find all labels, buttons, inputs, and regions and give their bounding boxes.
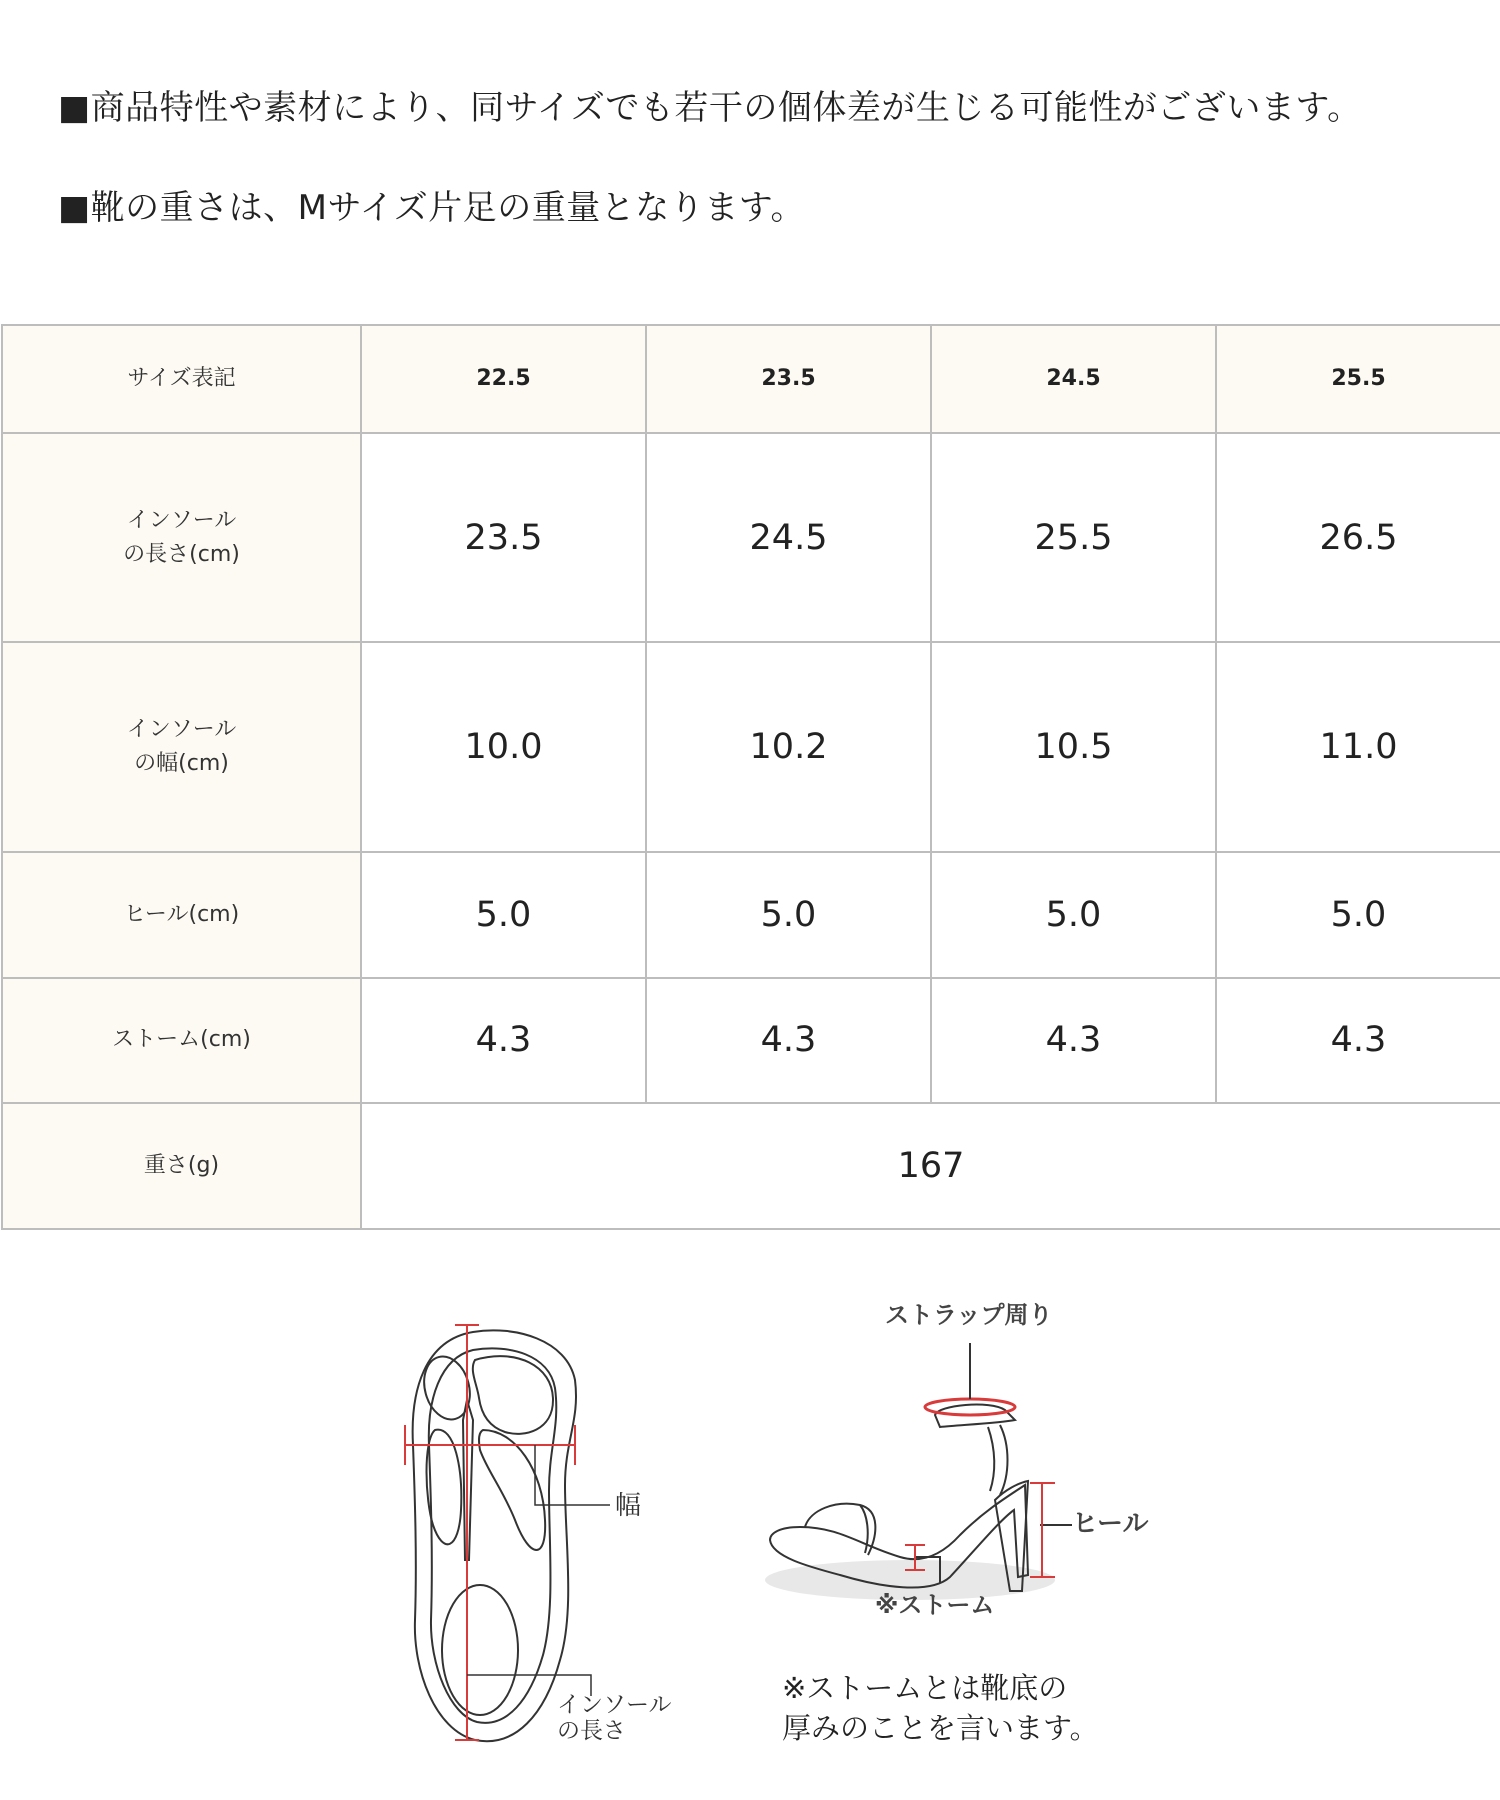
note-individual-difference: ■商品特性や素材により、同サイズでも若干の個体差が生じる可能性がございます。 <box>58 88 1362 128</box>
table-row-storm <box>2 978 1500 1104</box>
insole-label-line: インソール <box>557 1692 672 1718</box>
heel-label: ヒール <box>1072 1509 1149 1539</box>
row-label-line: インソール <box>126 507 237 533</box>
table-cell: 10.5 <box>931 642 1216 852</box>
insole-label-line: の長さ <box>557 1718 626 1744</box>
table-cell: 23.5 <box>361 433 646 643</box>
row-label: ヒール(cm) <box>2 852 361 978</box>
row-label-line: の長さ(cm) <box>123 541 240 567</box>
insole-length-label <box>557 1692 672 1744</box>
table-cell: 11.0 <box>1216 642 1500 852</box>
table-cell: 4.3 <box>1216 978 1500 1104</box>
row-label-line: インソール <box>126 717 237 743</box>
table-cell: 5.0 <box>646 852 931 978</box>
insole-diagram <box>395 1320 695 1750</box>
table-row-insole-width <box>2 642 1500 852</box>
table-cell: 5.0 <box>361 852 646 978</box>
storm-caption <box>782 1668 1099 1748</box>
notes <box>58 88 1478 228</box>
table-cell: 5.0 <box>1216 852 1500 978</box>
table-row-heel <box>2 852 1500 978</box>
table-row-insole-length <box>2 433 1500 643</box>
table-cell: 4.3 <box>931 978 1216 1104</box>
row-label: 重さ(g) <box>2 1103 361 1229</box>
size-table <box>1 324 1500 1230</box>
caption-line: ※ストームとは靴底の <box>782 1671 1068 1705</box>
row-label <box>2 433 361 643</box>
size-header: 25.5 <box>1216 325 1500 433</box>
weight-value-cell: 167 <box>361 1103 1500 1229</box>
table-cell: 25.5 <box>931 433 1216 643</box>
sandal-outline-icon <box>760 1295 1160 1625</box>
table-header-row <box>2 325 1500 433</box>
size-header: 23.5 <box>646 325 931 433</box>
sandal-diagram <box>760 1295 1160 1625</box>
storm-label: ※ストーム <box>875 1591 995 1619</box>
table-cell: 26.5 <box>1216 433 1500 643</box>
note-weight: ■靴の重さは、Mサイズ片足の重量となります。 <box>58 188 806 228</box>
table-cell: 10.0 <box>361 642 646 852</box>
table-cell: 4.3 <box>361 978 646 1104</box>
size-header: 22.5 <box>361 325 646 433</box>
row-label: ストーム(cm) <box>2 978 361 1104</box>
table-cell: 24.5 <box>646 433 931 643</box>
table-cell: 4.3 <box>646 978 931 1104</box>
table-cell: 5.0 <box>931 852 1216 978</box>
size-label-cell: サイズ表記 <box>2 325 361 433</box>
row-label <box>2 642 361 852</box>
strap-label: ストラップ周り <box>885 1301 1053 1329</box>
caption-line: 厚みのことを言います。 <box>782 1711 1099 1745</box>
table-row-weight <box>2 1103 1500 1229</box>
size-header: 24.5 <box>931 325 1216 433</box>
row-label-line: の幅(cm) <box>134 751 229 777</box>
table-cell: 10.2 <box>646 642 931 852</box>
width-label: 幅 <box>615 1491 642 1521</box>
insole-outline-icon <box>395 1320 695 1750</box>
